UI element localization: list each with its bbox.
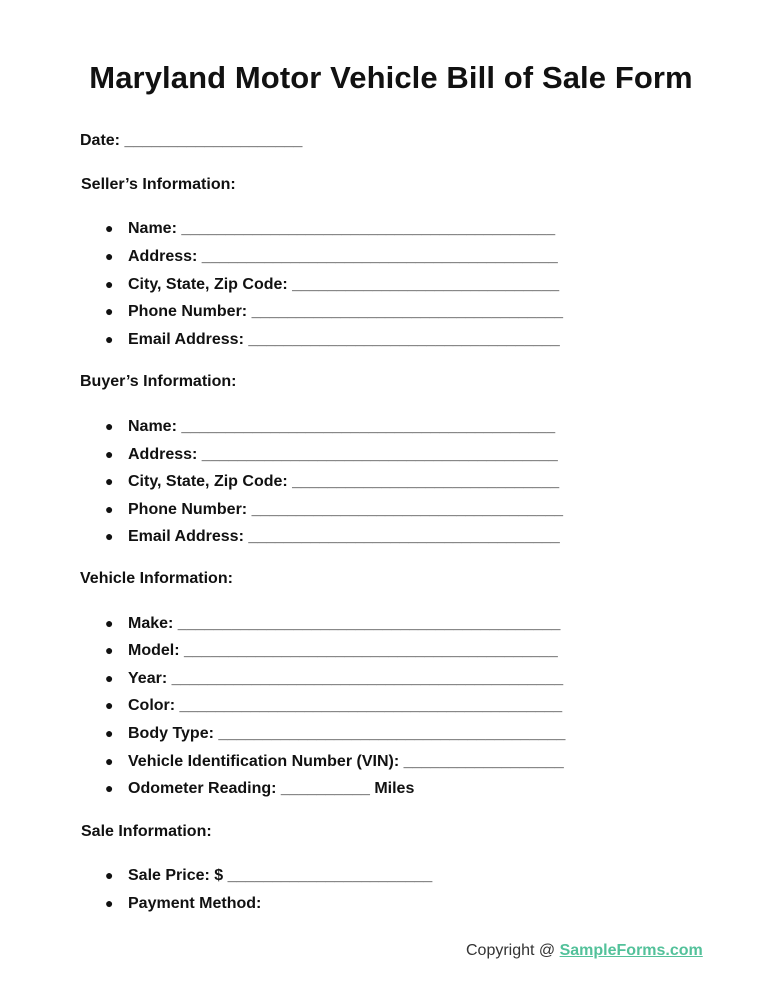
payment-method-item [105, 893, 261, 914]
seller-phone-label: Phone Number: ___________________________________ [128, 303, 564, 320]
vehicle-year-label: Year: ____________________________________________ [128, 670, 564, 687]
vehicle-make-item [105, 613, 560, 634]
seller-email-label: Email Address: ___________________________________ [128, 331, 560, 348]
buyer-city-label: City, State, Zip Code: ______________________________ [128, 473, 560, 490]
vehicle-body-type-item [105, 723, 565, 744]
seller-address-item [105, 246, 558, 267]
seller-name-item [105, 218, 555, 239]
sale-price-item [105, 865, 432, 886]
seller-address-label: Address: ________________________________________ [128, 248, 558, 265]
bullet-icon: ● [105, 473, 114, 489]
buyer-address-item [105, 444, 558, 465]
bullet-icon: ● [105, 220, 114, 236]
vehicle-color-label: Color: ___________________________________________ [128, 697, 563, 714]
seller-email-item [105, 329, 560, 350]
vehicle-make-label: Make: ___________________________________________ [128, 615, 561, 632]
bullet-icon: ● [105, 670, 114, 686]
bullet-icon: ● [105, 780, 114, 796]
seller-name-label: Name: __________________________________________ [128, 220, 556, 237]
date-field: Date: ____________________ [80, 132, 303, 149]
bullet-icon: ● [105, 501, 114, 517]
vehicle-odometer-label: Odometer Reading: __________ Miles [128, 780, 415, 797]
bullet-icon: ● [105, 697, 114, 713]
sale-section-heading: Sale Information: [81, 823, 212, 840]
bullet-icon: ● [105, 895, 114, 911]
bullet-icon: ● [105, 528, 114, 544]
bullet-icon: ● [105, 867, 114, 883]
vehicle-body-type-label: Body Type: _______________________________________ [128, 725, 566, 742]
bullet-icon: ● [105, 725, 114, 741]
vehicle-color-item [105, 695, 562, 716]
bullet-icon: ● [105, 753, 114, 769]
vehicle-vin-label: Vehicle Identification Number (VIN): __________________ [128, 753, 564, 770]
buyer-address-label: Address: ________________________________________ [128, 446, 558, 463]
seller-phone-item [105, 301, 563, 322]
bullet-icon: ● [105, 642, 114, 658]
buyer-section-heading: Buyer’s Information: [80, 373, 237, 390]
buyer-phone-item [105, 499, 563, 520]
vehicle-year-item [105, 668, 563, 689]
copyright-footer [466, 942, 703, 960]
seller-city-item [105, 274, 559, 295]
buyer-name-item [105, 416, 555, 437]
vehicle-section-heading: Vehicle Information: [80, 570, 233, 587]
vehicle-vin-item [105, 751, 564, 772]
form-title: Maryland Motor Vehicle Bill of Sale Form [89, 60, 693, 95]
buyer-name-label: Name: __________________________________________ [128, 418, 556, 435]
seller-city-label: City, State, Zip Code: ______________________________ [128, 276, 560, 293]
buyer-email-item [105, 526, 560, 547]
brand-link[interactable]: SampleForms.com [559, 942, 703, 959]
bullet-icon: ● [105, 303, 114, 319]
bullet-icon: ● [105, 615, 114, 631]
bullet-icon: ● [105, 446, 114, 462]
vehicle-odometer-item [105, 778, 414, 799]
copyright-prefix: Copyright @ [466, 942, 560, 959]
payment-method-label: Payment Method: [128, 895, 262, 912]
sale-price-label: Sale Price: $ _______________________ [128, 867, 433, 884]
bullet-icon: ● [105, 331, 114, 347]
bullet-icon: ● [105, 276, 114, 292]
bullet-icon: ● [105, 418, 114, 434]
buyer-phone-label: Phone Number: ___________________________________ [128, 501, 564, 518]
vehicle-model-label: Model: __________________________________________ [128, 642, 558, 659]
bullet-icon: ● [105, 248, 114, 264]
buyer-city-item [105, 471, 559, 492]
seller-section-heading: Seller’s Information: [81, 176, 236, 193]
buyer-email-label: Email Address: ___________________________________ [128, 528, 560, 545]
vehicle-model-item [105, 640, 558, 661]
